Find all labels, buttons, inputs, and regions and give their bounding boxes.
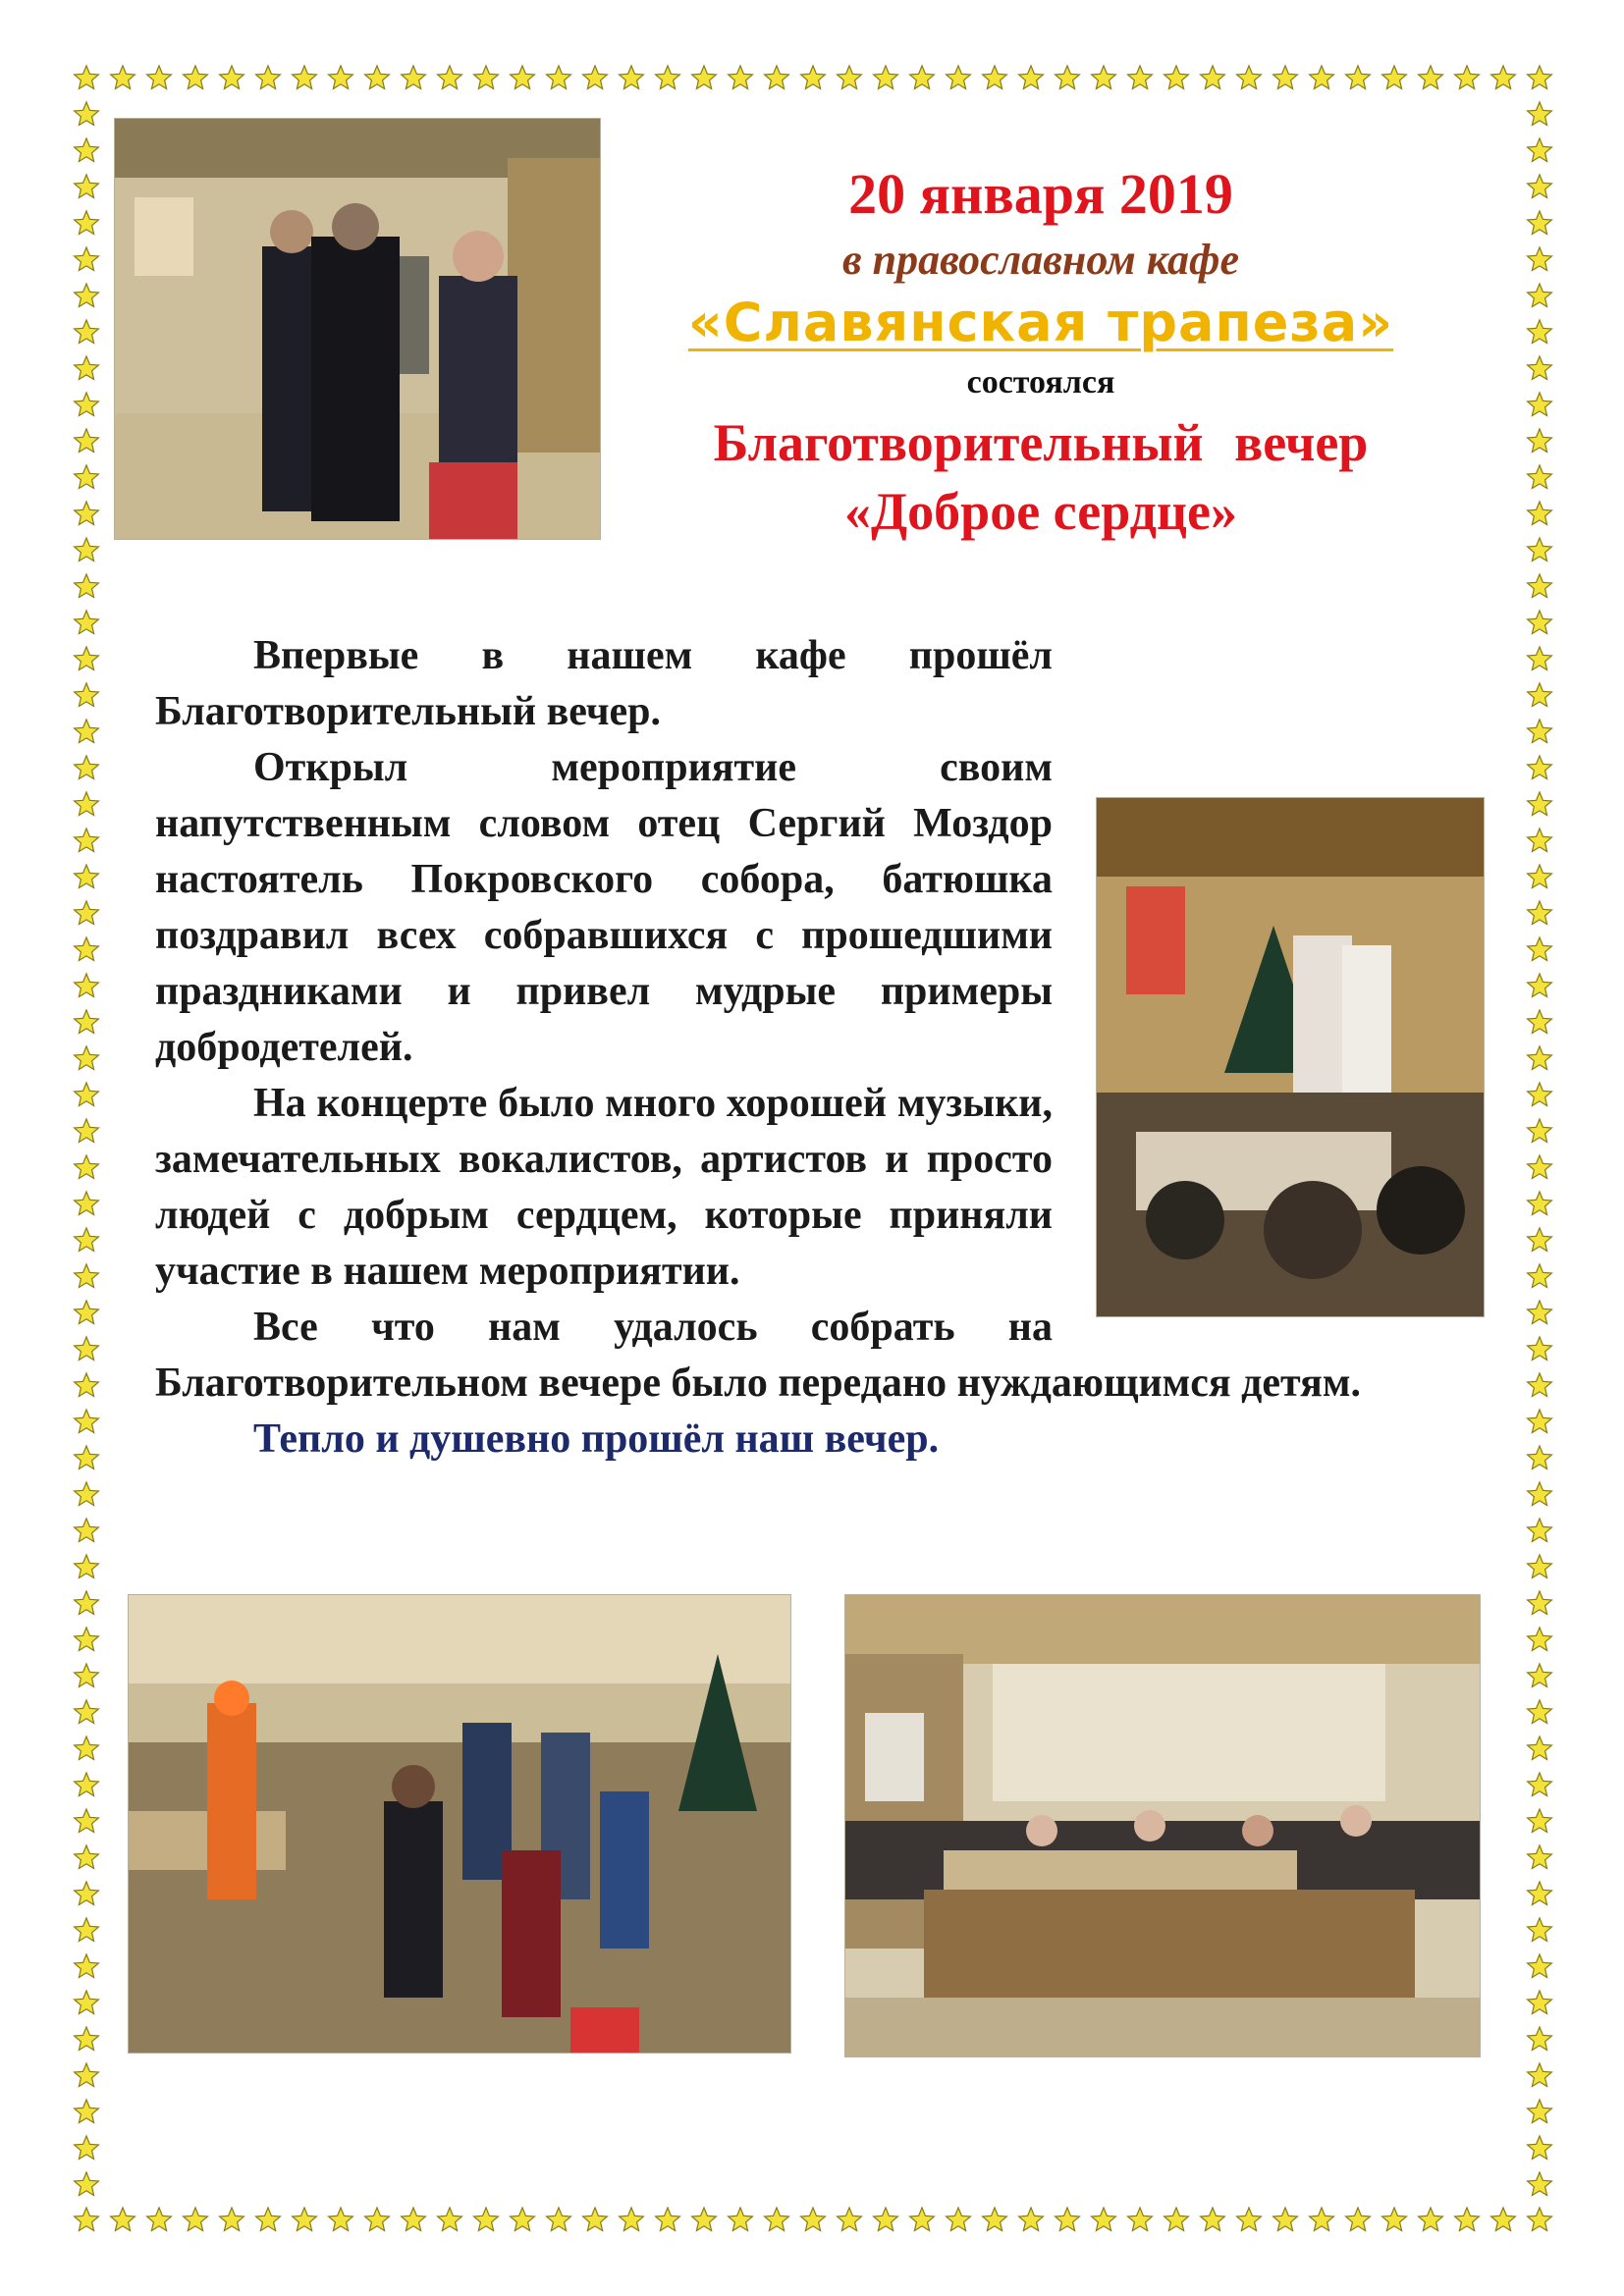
- border-star-icon: [438, 66, 462, 89]
- border-star-icon: [75, 502, 99, 525]
- border-star-icon: [1273, 66, 1298, 89]
- border-star-icon: [75, 1482, 99, 1506]
- border-star-icon: [1128, 66, 1153, 89]
- border-star-icon: [1528, 1119, 1552, 1143]
- border-star-icon: [801, 2208, 826, 2231]
- border-star-icon: [1491, 2208, 1516, 2231]
- border-star-icon: [75, 1519, 99, 1542]
- border-star-icon: [1528, 574, 1552, 598]
- border-star-icon: [1528, 974, 1552, 997]
- paragraph-2: Открыл мероприятие своим напутственным словом отец Сергий Моздор настоятель Покровского собора, батюшка поздравил всех собравшихся с прошедшими праздниками и привел мудрые примеры добродетелей.: [155, 745, 1053, 1070]
- border-star-icon: [75, 756, 99, 779]
- event-date: 20 января 2019: [848, 162, 1233, 226]
- border-star-icon: [75, 66, 99, 89]
- border-star-icon: [438, 2208, 462, 2231]
- border-star-icon: [1310, 66, 1334, 89]
- border-star-icon: [1528, 2172, 1552, 2196]
- border-star-icon: [692, 66, 717, 89]
- border-star-icon: [256, 66, 281, 89]
- border-star-icon: [1491, 66, 1516, 89]
- border-star-icon: [1092, 66, 1116, 89]
- border-star-icon: [874, 2208, 898, 2231]
- border-star-icon: [75, 1264, 99, 1288]
- border-star-icon: [75, 1155, 99, 1179]
- border-star-icon: [729, 2208, 753, 2231]
- photo-dancing-children: [128, 1594, 791, 2054]
- cafe-name: «Славянская трапеза»: [687, 292, 1394, 353]
- closing-line: Тепло и душевно прошёл наш вечер.: [253, 1416, 940, 1462]
- border-star-icon: [75, 2027, 99, 2051]
- paragraph-1: Впервые в нашем кафе прошёл Благотворительный вечер.: [155, 633, 1053, 734]
- border-star-icon: [1528, 1519, 1552, 1542]
- border-star-icon: [983, 66, 1007, 89]
- border-star-icon: [874, 66, 898, 89]
- border-star-icon: [75, 1119, 99, 1143]
- border-star-icon: [220, 66, 244, 89]
- border-star-icon: [1528, 1046, 1552, 1070]
- border-star-icon: [75, 1664, 99, 1687]
- border-star-icon: [75, 1301, 99, 1324]
- border-star-icon: [765, 2208, 789, 2231]
- border-star-icon: [75, 611, 99, 634]
- border-star-icon: [1528, 1773, 1552, 1796]
- border-star-icon: [1019, 66, 1044, 89]
- border-star-icon: [838, 66, 862, 89]
- border-star-icon: [75, 1809, 99, 1833]
- border-star-icon: [620, 2208, 644, 2231]
- border-star-icon: [765, 66, 789, 89]
- border-star-icon: [365, 2208, 390, 2231]
- border-star-icon: [1528, 2100, 1552, 2123]
- border-star-icon: [1528, 1264, 1552, 1288]
- border-star-icon: [1056, 66, 1080, 89]
- event-name: «Доброе сердце»: [844, 482, 1237, 541]
- border-star-icon: [1201, 66, 1225, 89]
- border-star-icon: [1382, 2208, 1407, 2231]
- event-type: Благотворительный вечер: [713, 413, 1369, 472]
- border-star-icon: [474, 2208, 499, 2231]
- border-star-icon: [1528, 1555, 1552, 1578]
- border-star-icon: [75, 683, 99, 707]
- border-star-icon: [583, 2208, 608, 2231]
- border-star-icon: [910, 66, 935, 89]
- border-star-icon: [75, 138, 99, 162]
- border-star-icon: [947, 66, 971, 89]
- border-star-icon: [1310, 2208, 1334, 2231]
- border-star-icon: [75, 247, 99, 271]
- border-star-icon: [75, 1010, 99, 1034]
- header-block: [628, 157, 1453, 546]
- border-star-icon: [620, 66, 644, 89]
- border-star-icon: [1528, 247, 1552, 271]
- border-star-icon: [75, 211, 99, 235]
- border-star-icon: [1528, 1736, 1552, 1760]
- border-star-icon: [1528, 1192, 1552, 1215]
- border-star-icon: [1237, 66, 1262, 89]
- border-star-icon: [1528, 2027, 1552, 2051]
- border-star-icon: [75, 1845, 99, 1869]
- border-star-icon: [293, 66, 317, 89]
- border-star-icon: [1528, 611, 1552, 634]
- border-star-icon: [729, 66, 753, 89]
- border-star-icon: [474, 66, 499, 89]
- border-star-icon: [1528, 138, 1552, 162]
- border-star-icon: [75, 1555, 99, 1578]
- border-star-icon: [1528, 175, 1552, 198]
- border-star-icon: [1346, 2208, 1371, 2231]
- border-star-icon: [1528, 2136, 1552, 2160]
- border-star-icon: [1528, 429, 1552, 453]
- paragraph-4: Все что нам удалось собрать на Благотворительном вечере было передано нуждающимся детям.: [155, 1305, 1361, 1406]
- border-star-icon: [801, 66, 826, 89]
- border-star-icon: [692, 2208, 717, 2231]
- venue-subtitle: в православном кафе: [841, 236, 1240, 284]
- border-star-icon: [1528, 720, 1552, 743]
- border-star-icon: [75, 574, 99, 598]
- border-star-icon: [1419, 66, 1443, 89]
- border-star-icon: [1528, 1301, 1552, 1324]
- border-star-icon: [1455, 66, 1480, 89]
- border-star-icon: [1528, 1991, 1552, 2014]
- photo-float-gap: [1053, 800, 1465, 1350]
- border-star-icon: [75, 1954, 99, 1978]
- border-star-icon: [1201, 2208, 1225, 2231]
- border-star-icon: [75, 974, 99, 997]
- border-star-icon: [75, 1628, 99, 1651]
- border-star-icon: [1528, 102, 1552, 126]
- border-star-icon: [1528, 211, 1552, 235]
- border-star-icon: [256, 2208, 281, 2231]
- border-star-icon: [111, 2208, 135, 2231]
- border-star-icon: [1528, 1337, 1552, 1361]
- border-star-icon: [1528, 1628, 1552, 1651]
- border-star-icon: [1164, 66, 1189, 89]
- border-star-icon: [147, 66, 172, 89]
- border-star-icon: [1528, 792, 1552, 816]
- border-star-icon: [75, 538, 99, 561]
- border-star-icon: [75, 865, 99, 888]
- border-star-icon: [75, 320, 99, 344]
- border-star-icon: [75, 1228, 99, 1252]
- held-word: состоялся: [966, 364, 1115, 400]
- border-star-icon: [983, 2208, 1007, 2231]
- border-star-icon: [1528, 683, 1552, 707]
- border-star-icon: [1528, 1482, 1552, 1506]
- border-star-icon: [838, 2208, 862, 2231]
- photo-speakers: [114, 118, 601, 540]
- border-star-icon: [75, 1410, 99, 1433]
- border-star-icon: [75, 465, 99, 489]
- border-star-icon: [1273, 2208, 1298, 2231]
- border-star-icon: [1528, 356, 1552, 380]
- border-star-icon: [1528, 1446, 1552, 1469]
- border-star-icon: [75, 647, 99, 670]
- border-star-icon: [402, 66, 426, 89]
- border-star-icon: [1528, 2063, 1552, 2087]
- border-star-icon: [1419, 2208, 1443, 2231]
- border-star-icon: [656, 2208, 680, 2231]
- border-star-icon: [111, 66, 135, 89]
- border-star-icon: [293, 2208, 317, 2231]
- border-star-icon: [547, 66, 571, 89]
- border-star-icon: [329, 2208, 353, 2231]
- border-star-icon: [1528, 828, 1552, 852]
- border-star-icon: [1528, 1954, 1552, 1978]
- border-star-icon: [547, 2208, 571, 2231]
- border-star-icon: [75, 2172, 99, 2196]
- border-star-icon: [1528, 465, 1552, 489]
- border-star-icon: [1237, 2208, 1262, 2231]
- border-star-icon: [75, 1773, 99, 1796]
- border-star-icon: [75, 356, 99, 380]
- border-star-icon: [402, 2208, 426, 2231]
- border-star-icon: [1528, 1591, 1552, 1615]
- border-star-icon: [910, 2208, 935, 2231]
- border-star-icon: [75, 284, 99, 307]
- border-star-icon: [1528, 865, 1552, 888]
- border-star-icon: [75, 429, 99, 453]
- border-star-icon: [75, 1991, 99, 2014]
- border-star-icon: [1528, 1373, 1552, 1397]
- border-star-icon: [1528, 756, 1552, 779]
- border-star-icon: [1528, 502, 1552, 525]
- border-star-icon: [75, 102, 99, 126]
- border-star-icon: [583, 66, 608, 89]
- border-star-icon: [1528, 66, 1552, 89]
- border-star-icon: [75, 1373, 99, 1397]
- border-star-icon: [947, 2208, 971, 2231]
- border-star-icon: [75, 1918, 99, 1942]
- border-star-icon: [75, 1083, 99, 1106]
- border-star-icon: [1528, 647, 1552, 670]
- border-star-icon: [1528, 1700, 1552, 1724]
- border-star-icon: [75, 2100, 99, 2123]
- border-star-icon: [75, 720, 99, 743]
- border-star-icon: [1528, 1882, 1552, 1905]
- photo-guests-tables: [844, 1594, 1481, 2057]
- border-star-icon: [220, 2208, 244, 2231]
- border-star-icon: [1528, 1845, 1552, 1869]
- border-star-icon: [1528, 393, 1552, 416]
- border-star-icon: [1528, 284, 1552, 307]
- border-star-icon: [1528, 1809, 1552, 1833]
- border-star-icon: [1382, 66, 1407, 89]
- border-star-icon: [656, 66, 680, 89]
- border-star-icon: [511, 66, 535, 89]
- border-star-icon: [75, 393, 99, 416]
- border-star-icon: [75, 1736, 99, 1760]
- border-star-icon: [75, 1700, 99, 1724]
- border-star-icon: [75, 1591, 99, 1615]
- border-star-icon: [329, 66, 353, 89]
- border-star-icon: [75, 175, 99, 198]
- border-star-icon: [1528, 1410, 1552, 1433]
- border-star-icon: [1528, 538, 1552, 561]
- border-star-icon: [1528, 901, 1552, 925]
- border-star-icon: [1455, 2208, 1480, 2231]
- border-star-icon: [1346, 66, 1371, 89]
- border-star-icon: [75, 828, 99, 852]
- border-star-icon: [184, 2208, 208, 2231]
- border-star-icon: [1092, 2208, 1116, 2231]
- border-star-icon: [1528, 1228, 1552, 1252]
- article-body: [155, 628, 1465, 1468]
- border-star-icon: [1528, 1083, 1552, 1106]
- border-star-icon: [1019, 2208, 1044, 2231]
- border-star-icon: [147, 2208, 172, 2231]
- border-star-icon: [75, 937, 99, 961]
- border-star-icon: [75, 2136, 99, 2160]
- border-star-icon: [511, 2208, 535, 2231]
- border-star-icon: [75, 2208, 99, 2231]
- border-star-icon: [75, 1046, 99, 1070]
- border-star-icon: [184, 66, 208, 89]
- border-star-icon: [75, 792, 99, 816]
- border-star-icon: [1528, 1664, 1552, 1687]
- border-star-icon: [1528, 1010, 1552, 1034]
- border-star-icon: [1528, 2208, 1552, 2231]
- border-star-icon: [75, 1192, 99, 1215]
- border-star-icon: [365, 66, 390, 89]
- border-star-icon: [1056, 2208, 1080, 2231]
- border-star-icon: [1528, 937, 1552, 961]
- border-star-icon: [1164, 2208, 1189, 2231]
- border-star-icon: [1528, 320, 1552, 344]
- border-star-icon: [1128, 2208, 1153, 2231]
- border-star-icon: [1528, 1918, 1552, 1942]
- border-star-icon: [75, 2063, 99, 2087]
- border-star-icon: [1528, 1155, 1552, 1179]
- paragraph-3: На концерте было много хорошей музыки, замечательных вокалистов, артистов и просто людей с добрым сердцем, которые приняли участие в нашем мероприятии.: [155, 1081, 1053, 1294]
- border-star-icon: [75, 1337, 99, 1361]
- border-star-icon: [75, 1446, 99, 1469]
- border-star-icon: [75, 1882, 99, 1905]
- border-star-icon: [75, 901, 99, 925]
